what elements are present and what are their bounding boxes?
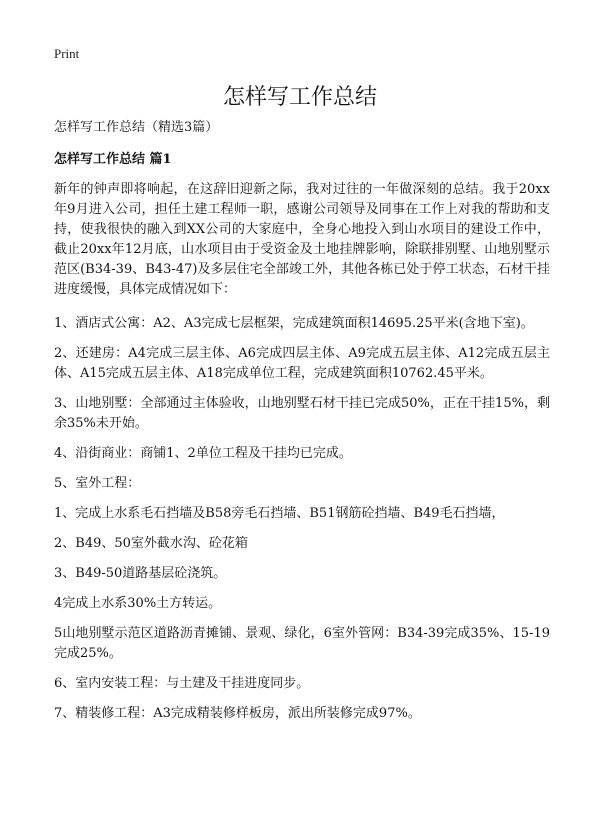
- document-subtitle: 怎样写工作总结（精选3篇）: [54, 120, 219, 135]
- list-item: 7、精装修工程：A3完成精装修样板房，派出所装修完成97%。: [54, 706, 421, 721]
- list-item: 3、B49-50道路基层砼浇筑。: [54, 566, 227, 581]
- print-link[interactable]: Print: [54, 46, 80, 61]
- list-item: 4完成上水系30%土方转运。: [54, 596, 222, 611]
- list-item: 2、B49、50室外截水沟、砼花箱: [54, 536, 248, 551]
- list-item: 5山地别墅示范区道路沥青摊铺、景观、绿化，6室外管网：B34-39完成35%、15-19完成25%。: [54, 626, 550, 661]
- list-item: 1、酒店式公寓：A2、A3完成七层框架，完成建筑面积14695.25平米(含地下室)。: [54, 316, 534, 331]
- intro-paragraph: 新年的钟声即将响起，在这辞旧迎新之际，我对过往的一年做深刻的总结。我于20xx年9月进入公司，担任土建工程师一职，感谢公司领导及同事在工作上对我的帮助和支持，使我很快的融入到XX公司的大家庭中，全身心地投入到山水项目的建设工作中，截止20xx年12月底，山水项目由于受资金及土地挂牌影响，除联排别墅、山地别墅示范区(B34-39、B43-47)及多层住宅全部竣工外，其他各栋已处于停工状态，石材干挂进度缓慢，具体完成情况如下：: [54, 182, 550, 297]
- list-item: 1、完成上水系毛石挡墙及B58旁毛石挡墙、B51钢筋砼挡墙、B49毛石挡墙，: [54, 506, 505, 521]
- section-heading: 怎样写工作总结 篇1: [54, 152, 172, 167]
- list-item: 2、还建房：A4完成三层主体、A6完成四层主体、A9完成五层主体、A12完成五层主体、A15完成五层主体、A18完成单位工程，完成建筑面积10762.45平米。: [54, 346, 550, 381]
- list-item: 5、室外工程：: [54, 476, 141, 491]
- list-item: 3、山地别墅：全部通过主体验收，山地别墅石材干挂已完成50%，正在干挂15%，剩余35%未开始。: [54, 396, 550, 431]
- list-item: 4、沿街商业：商铺1、2单位工程及干挂均已完成。: [54, 446, 352, 461]
- document-title: 怎样写工作总结: [222, 85, 377, 110]
- document-body: [54, 118, 550, 734]
- list-item: 6、室内安装工程：与土建及干挂进度同步。: [54, 676, 310, 691]
